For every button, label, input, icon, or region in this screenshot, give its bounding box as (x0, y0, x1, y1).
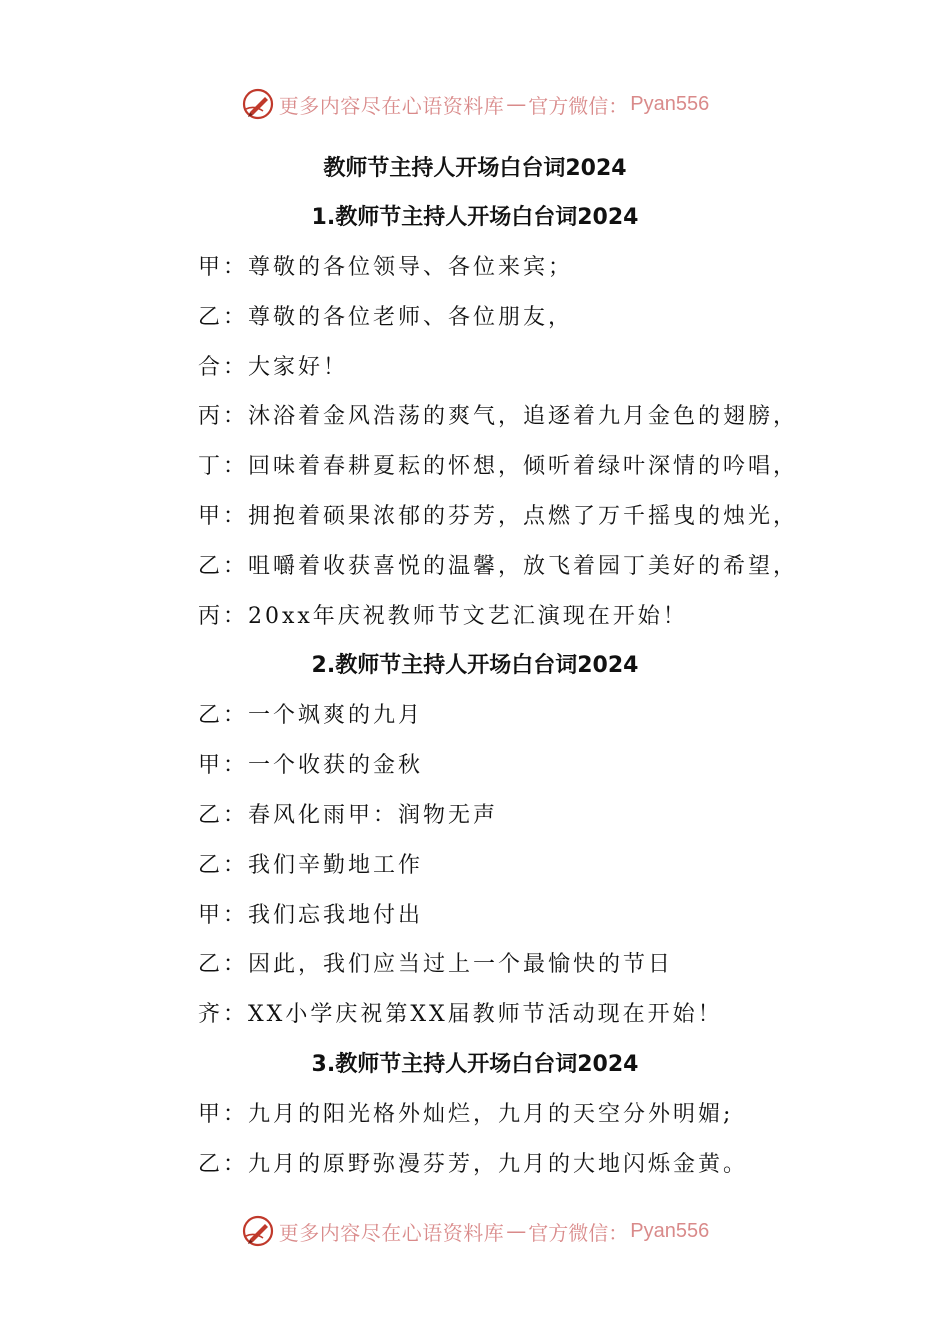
dialogue-line: 合：大家好！ (198, 354, 349, 380)
watermark-separator: — (506, 1219, 527, 1243)
dialogue-line: 丁：回味着春耕夏耘的怀想，倾听着绿叶深情的吟唱， (198, 454, 799, 480)
dialogue-line: 甲：拥抱着硕果浓郁的芬芳，点燃了万千摇曳的烛光， (198, 503, 799, 529)
dialogue-line: 乙：春风化雨甲：润物无声 (198, 802, 499, 828)
document-title: 教师节主持人开场白台词2024 (323, 156, 627, 181)
dialogue-line: 甲：尊敬的各位领导、各位来宾； (198, 255, 574, 280)
dialogue-line: 甲：一个收获的金秋 (198, 753, 424, 779)
watermark-wechat-label: 官方微信： (528, 1220, 629, 1245)
dialogue-line: 甲：九月的阳光格外灿烂，九月的天空分外明媚; (198, 1101, 734, 1127)
watermark-wechat-label: 官方微信： (528, 93, 629, 118)
dialogue-line: 乙：我们辛勤地工作 (198, 852, 424, 878)
watermark-wechat-id: Pyan556 (630, 1219, 710, 1242)
pen-logo-icon (241, 87, 275, 121)
dialogue-line: 丙：20xx年庆祝教师节文艺汇演现在开始！ (198, 603, 688, 629)
dialogue-line: 乙：咀嚼着收获喜悦的温馨，放飞着园丁美好的希望， (198, 553, 799, 579)
section-heading-1: 1.教师节主持人开场白台词2024 (311, 205, 639, 230)
watermark-text: 更多内容尽在心语资料库 (278, 93, 505, 118)
footer-watermark (0, 1211, 950, 1251)
section-heading-2: 2.教师节主持人开场白台词2024 (311, 653, 639, 679)
dialogue-line: 乙：一个飒爽的九月 (198, 703, 424, 729)
dialogue-line: 齐：XX小学庆祝第XX届教师节活动现在开始！ (198, 1002, 723, 1028)
watermark-text: 更多内容尽在心语资料库 (278, 1220, 505, 1245)
dialogue-line: 乙：因此，我们应当过上一个最愉快的节日 (198, 952, 674, 978)
dialogue-line: 丙：沐浴着金风浩荡的爽气，追逐着九月金色的翅膀， (198, 404, 799, 430)
pen-logo-icon (241, 1214, 275, 1248)
header-watermark (0, 84, 950, 124)
document-body (198, 145, 818, 1190)
dialogue-line: 乙：九月的原野弥漫芬芳，九月的大地闪烁金黄。 (198, 1151, 749, 1177)
dialogue-line: 乙：尊敬的各位老师、各位朋友， (198, 304, 574, 330)
watermark-wechat-id: Pyan556 (630, 92, 710, 115)
section-heading-3: 3.教师节主持人开场白台词2024 (311, 1051, 639, 1077)
watermark-separator: — (506, 92, 527, 116)
dialogue-line: 甲：我们忘我地付出 (198, 902, 424, 928)
